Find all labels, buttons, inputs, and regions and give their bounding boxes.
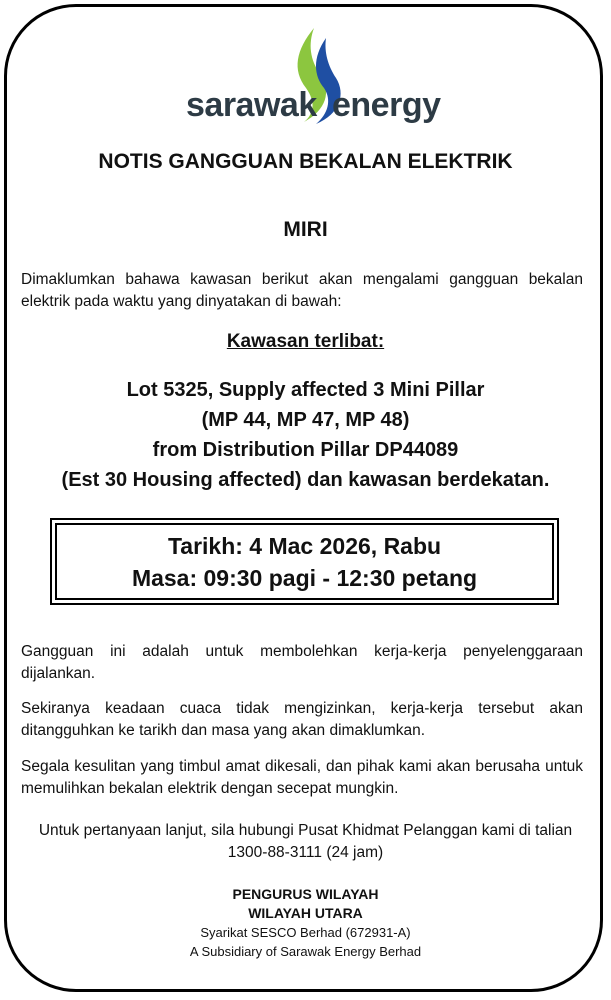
contact-phone: 1300-88-3111 (24 jam)	[227, 844, 384, 861]
footer-title: PENGURUS WILAYAH	[232, 886, 379, 902]
weather-paragraph: Sekiranya keadaan cuaca tidak mengizinkan, kerja-kerja tersebut akan ditangguhkan ke tarikh dan masa yang akan dimaklumkan.	[21, 700, 583, 739]
footer-subsidiary: A Subsidiary of Sarawak Energy Berhad	[189, 944, 422, 959]
area-line: (Est 30 Housing affected) dan kawasan berdekatan.	[61, 469, 550, 491]
date-time-inner	[55, 523, 554, 600]
footer-region: WILAYAH UTARA	[248, 905, 363, 921]
area-line: from Distribution Pillar DP44089	[152, 439, 459, 461]
apology-paragraph: Segala kesulitan yang timbul amat dikesali, dan pihak kami akan berusaha untuk memulihkan bekalan elektrik dengan secepat mungkin.	[21, 758, 583, 797]
area-line: Lot 5325, Supply affected 3 Mini Pillar	[126, 379, 485, 401]
maintenance-paragraph: Gangguan ini adalah untuk membolehkan kerja-kerja penyelenggaraan dijalankan.	[21, 643, 583, 682]
footer-company: Syarikat SESCO Berhad (672931-A)	[200, 925, 411, 940]
logo-word-energy: energy	[332, 86, 441, 124]
date-line: Tarikh: 4 Mac 2026, Rabu	[167, 532, 442, 559]
area-line: (MP 44, MP 47, MP 48)	[201, 409, 410, 431]
contact-info	[20, 820, 591, 864]
logo-word-sarawak: sarawak	[186, 86, 317, 124]
affected-areas	[20, 375, 591, 495]
notice-title: NOTIS GANGGUAN BEKALAN ELEKTRIK	[98, 150, 513, 173]
time-line: Masa: 09:30 pagi - 12:30 petang	[131, 564, 478, 591]
footer	[20, 885, 591, 961]
areas-heading: Kawasan terlibat:	[226, 331, 385, 352]
sarawak-energy-logo	[180, 22, 440, 128]
intro-paragraph: Dimaklumkan bahawa kawasan berikut akan mengalami gangguan bekalan elektrik pada waktu yang dinyatakan di bawah:	[21, 271, 583, 310]
contact-text: Untuk pertanyaan lanjut, sila hubungi Pusat Khidmat Pelanggan kami di talian	[38, 822, 573, 839]
date-time-box	[50, 518, 559, 605]
region-title: MIRI	[283, 218, 328, 241]
